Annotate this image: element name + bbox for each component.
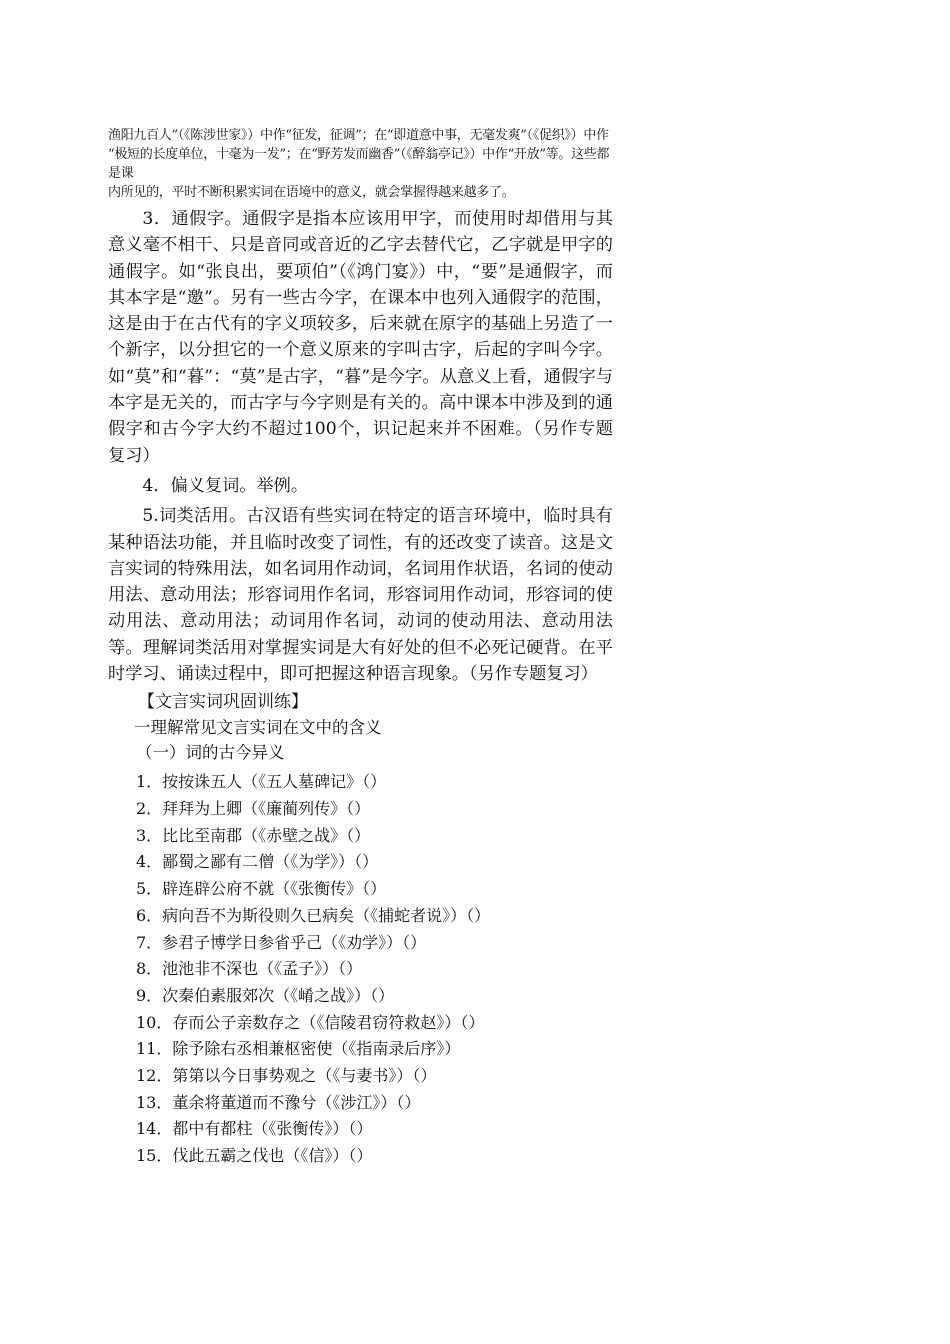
exercise-item: 13．董余将董道而不豫兮（《涉江》）（） <box>136 1092 421 1112</box>
exercise-item: 10．存而公子亲数存之（《信陵君窃符救赵》）（） <box>136 1012 485 1032</box>
intro-line-2: “极短的长度单位，十毫为一发”；在“野芳发而幽香”（《醉翁亭记》）中作“开放”等。这些都是课 <box>108 147 610 181</box>
intro-line-1: 渔阳九百人”（《陈涉世家》）中作“征发，征调”；在“即道意中事，无毫发爽”（《促织》）中作 <box>108 128 609 143</box>
exercise-item: 7．参君子博学日参省乎己（《劝学》）（） <box>136 932 427 952</box>
subheading: 一理解常见文言实词在文中的含义 <box>134 718 382 738</box>
exercise-item: 8．池池非不深也（《孟子》）（） <box>136 959 363 979</box>
exercise-list <box>108 769 613 1170</box>
exercise-item: 6．病向吾不为斯役则久已病矣（《捕蛇者说》）（） <box>136 905 491 925</box>
exercise-item: 12．第第以今日事势观之（《与妻书》）（） <box>136 1066 437 1086</box>
subsection-heading: （一）词的古今异义 <box>136 743 285 763</box>
exercise-item: 2．拜拜为上卿（《廉蔺列传》（） <box>136 799 371 819</box>
exercise-item: 1．按按诛五人（《五人墓碑记》（） <box>136 772 387 792</box>
exercise-item: 11．除予除右丞相兼枢密使（《指南录后序》） <box>136 1039 461 1059</box>
paragraph-tongjiazi: 3．通假字。通假字是指本应该用甲字，而使用时却借用与其意义毫不相干、只是音同或音近的乙字去替代它，乙字就是甲字的通假字。如“张良出，要项伯”（《鸿门宴》）中，“要”是通假字，而其本字是“邀”。另有一些古今字，在课本中也列入通假字的范围，这是由于在古代有的字义项较多，后来就在原字的基础上另造了一个新字，以分担它的一个意义原来的字叫古字，后起的字叫今字。如“莫”和“暮”：“莫”是古字，“暮”是今字。从意义上看，通假字与本字是无关的，而古字与今字则是有关的。高中课本中涉及到的通假字和古今字大约不超过100个，识记起来并不困难。（另作专题复习） <box>108 209 613 466</box>
paragraph-cilei-huoyong: 5.词类活用。古汉语有些实词在特定的语言环境中，临时具有某种语法功能，并且临时改变了词性，有的还改变了读音。这是文言实词的特殊用法，如名词用作动词，名词用作状语，名词的使动用法、意动用法；形容词用作名词，形容词用作动词，形容词的使动用法、意动用法；动词用作名词，动词的使动用法、意动用法等。理解词类活用对掌握实词是大有好处的但不必死记硬背。在平时学习、诵读过程中，即可把握这种语言现象。（另作专题复习） <box>108 506 613 685</box>
exercise-item: 3．比比至南郡（《赤壁之战》（） <box>136 825 371 845</box>
exercise-item: 9．次秦伯素服郊次（《崤之战》）（） <box>136 985 395 1005</box>
intro-line-3: 内所见的，平时不断积累实词在语境中的意义，就会掌握得越来越多了。 <box>108 185 515 200</box>
text-column <box>108 126 613 1170</box>
section-heading: 【文言实词巩固训练】 <box>138 692 308 713</box>
exercise-item: 4．鄙蜀之鄙有二僧（《为学》）（） <box>136 852 379 872</box>
exercise-item: 14．都中有都柱（《张衡传》）（） <box>136 1119 373 1139</box>
exercise-item: 5．辟连辟公府不就（《张衡传》（） <box>136 879 387 899</box>
paragraph-pianyi-fuci: 4．偏义复词。举例。 <box>142 475 309 496</box>
exercise-item: 15．伐此五霸之伐也（《信》）（） <box>136 1146 373 1166</box>
